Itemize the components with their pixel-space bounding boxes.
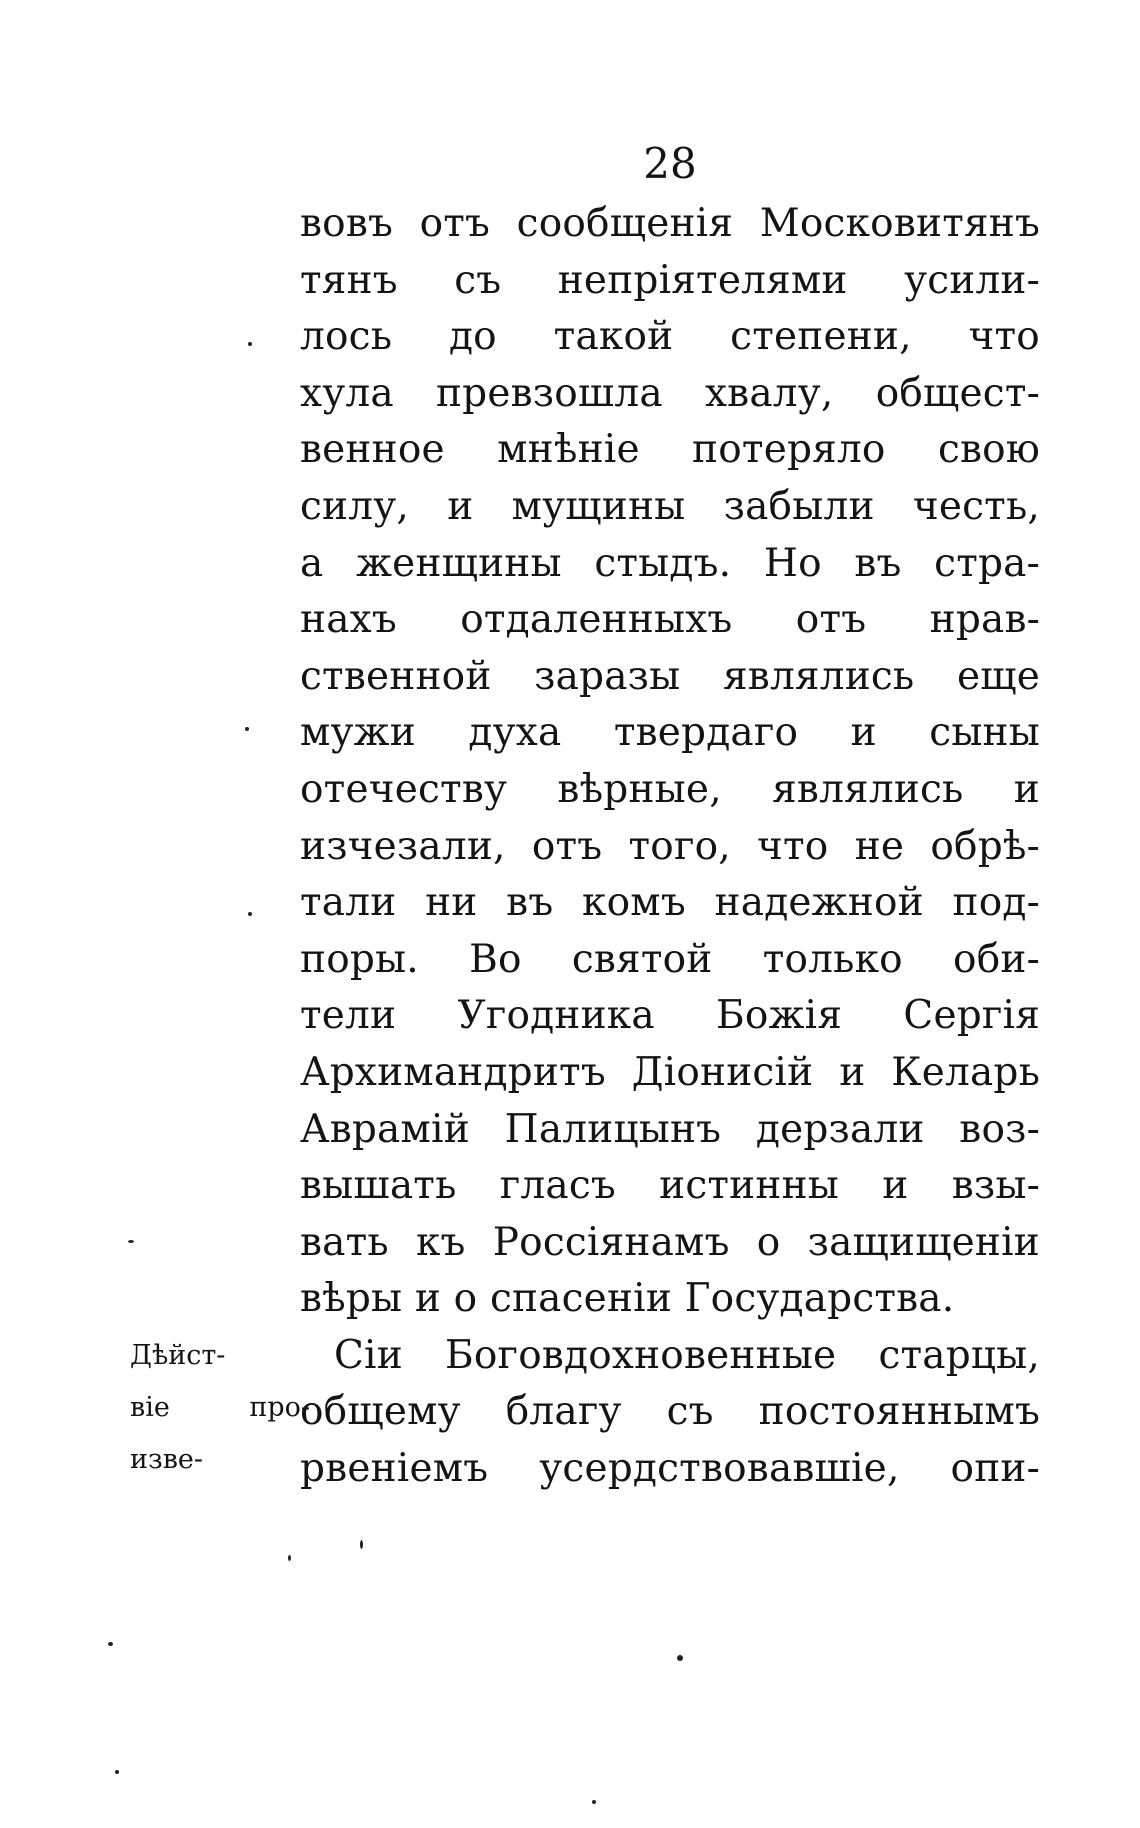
margin-note-line: изве- — [130, 1444, 204, 1475]
paragraph-start-line: Сіи Боговдохновенные старцы, — [334, 1332, 1040, 1378]
print-speck — [128, 1240, 134, 1243]
margin-note — [130, 1330, 310, 1486]
text-line: силу, и мущины забыли честь, — [300, 483, 1040, 529]
text-line: вѣры и о спасеніи Государства. — [300, 1276, 955, 1322]
text-line: общему благу съ постояннымъ — [300, 1389, 1040, 1435]
text-line: отечеству вѣрные, являлись и — [300, 766, 1040, 812]
text-line: тели Угодника Божія Сергія — [300, 993, 1040, 1039]
text-line: ственной заразы являлись еще — [300, 653, 1040, 699]
text-line: а женщины стыдъ. Но въ стра- — [300, 540, 1040, 586]
text-line: мужи духа твердаго и сыны — [300, 710, 1040, 756]
text-line: тянъ съ непріятелями усили- — [300, 257, 1040, 303]
text-line: вать къ Россіянамъ о защищеніи — [300, 1219, 1040, 1265]
print-speck — [248, 342, 252, 346]
print-speck — [115, 1770, 119, 1774]
page-number: 28 — [643, 139, 697, 188]
print-speck — [288, 1555, 291, 1561]
text-line: венное мнѣніе потеряло свою — [300, 427, 1040, 473]
print-speck — [245, 727, 249, 731]
text-line: Архимандритъ Діонисій и Келарь — [300, 1049, 1040, 1095]
text-line: поры. Во святой только оби- — [300, 936, 1040, 982]
margin-note-line: віе про- — [130, 1392, 310, 1423]
print-speck — [592, 1800, 596, 1804]
print-speck — [108, 1642, 113, 1646]
text-line: лось до такой степени, что — [300, 314, 1040, 360]
text-line: Аврамій Палицынъ дерзали воз- — [300, 1106, 1040, 1152]
body-text — [300, 196, 1040, 1498]
text-line: вовъ отъ сообщенія Московитянъ — [300, 201, 1040, 246]
text-line: нахъ отдаленныхъ отъ нрав- — [300, 597, 1040, 643]
print-speck — [360, 1540, 363, 1549]
text-line: вышать гласъ истинны и взы- — [300, 1163, 1040, 1209]
text-line: изчезали, отъ того, что не обрѣ- — [300, 823, 1040, 869]
margin-note-line: Дѣйст- — [130, 1340, 226, 1371]
text-line: хула превзошла хвалу, общест- — [300, 370, 1040, 416]
text-line: рвеніемъ усердствовавшіе, опи- — [300, 1446, 1040, 1492]
print-speck — [248, 912, 252, 916]
text-line: тали ни въ комъ надежной под- — [300, 880, 1040, 926]
print-speck — [677, 1655, 683, 1661]
